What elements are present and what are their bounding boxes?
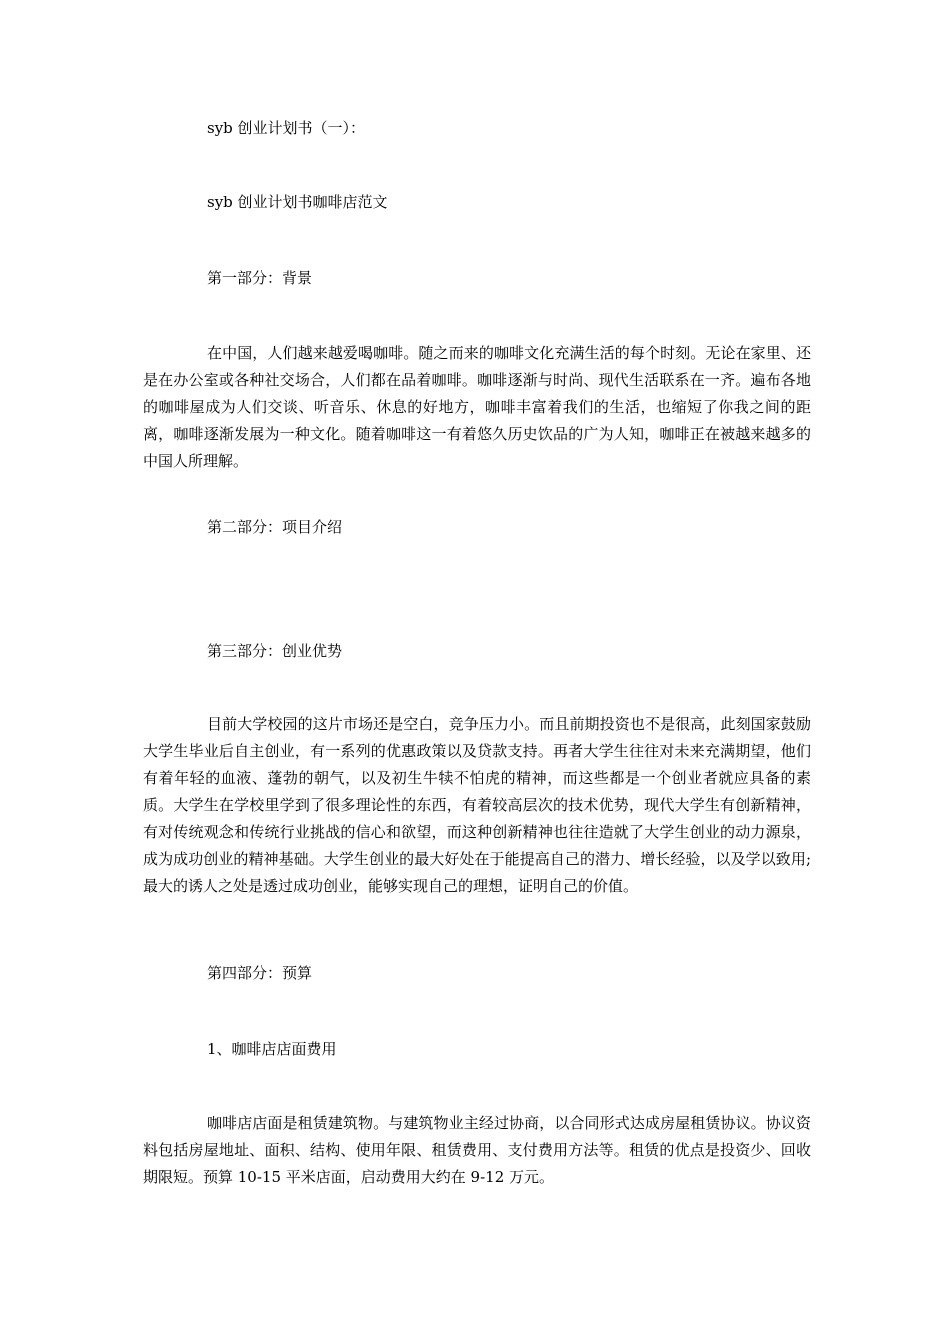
section-heading-background: 第一部分：背景 bbox=[207, 269, 313, 287]
budget-item-heading: 1、咖啡店店面费用 bbox=[207, 1040, 337, 1058]
section-body-background: 在中国，人们越来越爱喝咖啡。随之而来的咖啡文化充满生活的每个时刻。无论在家里、还是在办公室或各种社交场合，人们都在品着咖啡。咖啡逐渐与时尚、现代生活联系在一齐。遍布各地的咖啡屋成为人们交谈、听音乐、休息的好地方，咖啡丰富着我们的生活，也缩短了你我之间的距离，咖啡逐渐发展为一种文化。随着咖啡这一有着悠久历史饮品的广为人知，咖啡正在被越来越多的中国人所理解。 bbox=[143, 344, 811, 470]
section-heading-budget: 第四部分：预算 bbox=[207, 964, 313, 982]
budget-item-body: 咖啡店店面是租赁建筑物。与建筑物业主经过协商，以合同形式达成房屋租赁协议。协议资料包括房屋地址、面积、结构、使用年限、租赁费用、支付费用方法等。租赁的优点是投资少、回收期限短。预算 10-15 平米店面，启动费用大约在 9-12 万元。 bbox=[143, 1114, 811, 1186]
document-title: syb 创业计划书（一）： bbox=[207, 119, 366, 137]
section-body-advantages: 目前大学校园的这片市场还是空白，竞争压力小。而且前期投资也不是很高，此刻国家鼓励大学生毕业后自主创业，有一系列的优惠政策以及贷款支持。再者大学生往往对未来充满期望，他们有着年轻的血液、蓬勃的朝气，以及初生牛犊不怕虎的精神，而这些都是一个创业者就应具备的素质。大学生在学校里学到了很多理论性的东西，有着较高层次的技术优势，现代大学生有创新精神，有对传统观念和传统行业挑战的信心和欲望，而这种创新精神也往往造就了大学生创业的动力源泉，成为成功创业的精神基础。大学生创业的最大好处在于能提高自己的潜力、增长经验，以及学以致用;最大的诱人之处是透过成功创业，能够实现自己的理想，证明自己的价值。 bbox=[143, 715, 811, 895]
document-subtitle: syb 创业计划书咖啡店范文 bbox=[207, 193, 388, 211]
section-heading-project-intro: 第二部分：项目介绍 bbox=[207, 518, 343, 536]
section-heading-advantages: 第三部分：创业优势 bbox=[207, 642, 343, 660]
